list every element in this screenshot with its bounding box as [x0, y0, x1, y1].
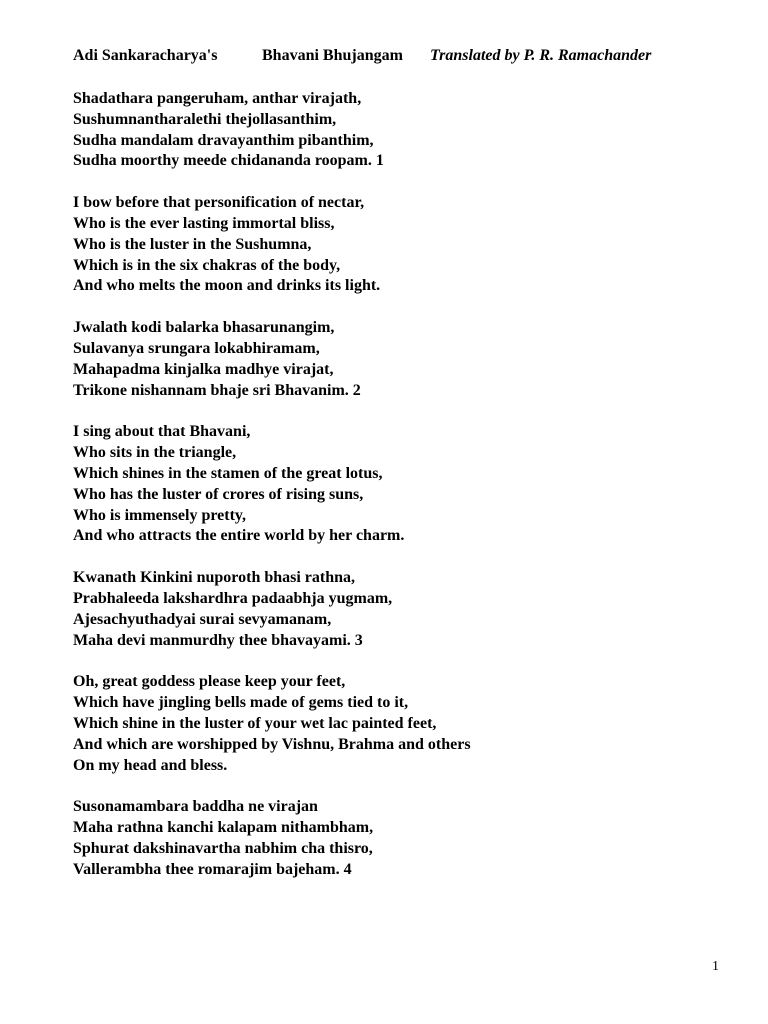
verse-line: And who melts the moon and drinks its light.	[73, 277, 381, 295]
stanza-3-sanskrit	[73, 568, 733, 651]
verse-line: Which shine in the luster of your wet lac painted feet,	[73, 714, 437, 732]
verse-line: Susonamambara baddha ne virajan	[73, 798, 318, 816]
stanza-1-translation	[73, 193, 733, 297]
stanza-2-sanskrit	[73, 318, 733, 401]
verse-line: Ajesachyuthadyai surai sevyamanam,	[73, 610, 332, 628]
verse-line: I sing about that Bhavani,	[73, 423, 251, 441]
stanza-3-translation	[73, 672, 733, 776]
document-header	[73, 47, 748, 69]
verse-line: Mahapadma kinjalka madhye virajat,	[73, 360, 334, 378]
verse-line: Sphurat dakshinavartha nabhim cha thisro,	[73, 839, 373, 857]
header-translator: Translated by P. R. Ramachander	[430, 47, 652, 64]
verse-line: And which are worshipped by Vishnu, Brahma and others	[73, 735, 471, 753]
poem-body	[73, 89, 733, 902]
verse-line: On my head and bless.	[73, 756, 228, 774]
page-number: 1	[712, 959, 719, 974]
verse-line: Vallerambha thee romarajim bajeham. 4	[73, 860, 352, 878]
stanza-4-sanskrit	[73, 797, 733, 880]
header-author: Adi Sankaracharya's	[73, 47, 218, 64]
verse-line: Maha devi manmurdhy thee bhavayami. 3	[73, 631, 363, 649]
verse-line: Which shines in the stamen of the great lotus,	[73, 464, 383, 482]
verse-line: Who is the ever lasting immortal bliss,	[73, 214, 335, 232]
verse-line: Who sits in the triangle,	[73, 444, 237, 462]
stanza-1-sanskrit	[73, 89, 733, 172]
verse-line: And who attracts the entire world by her charm.	[73, 527, 405, 545]
verse-line: I bow before that personification of nectar,	[73, 194, 365, 212]
verse-line: Shadathara pangeruham, anthar virajath,	[73, 90, 362, 107]
verse-line: Maha rathna kanchi kalapam nithambham,	[73, 819, 374, 837]
header-title: Bhavani Bhujangam	[262, 47, 403, 64]
verse-line: Kwanath Kinkini nuporoth bhasi rathna,	[73, 569, 356, 587]
verse-line: Which have jingling bells made of gems tied to it,	[73, 694, 409, 712]
verse-line: Who is immensely pretty,	[73, 506, 247, 524]
verse-line: Sushumnantharalethi thejollasanthim,	[73, 110, 337, 128]
verse-line: Sulavanya srungara lokabhiramam,	[73, 339, 320, 357]
verse-line: Sudha mandalam dravayanthim pibanthim,	[73, 131, 374, 149]
verse-line: Prabhaleeda lakshardhra padaabhja yugmam,	[73, 589, 393, 607]
verse-line: Trikone nishannam bhaje sri Bhavanim. 2	[73, 381, 361, 399]
verse-line: Oh, great goddess please keep your feet,	[73, 673, 346, 691]
verse-line: Who has the luster of crores of rising suns,	[73, 485, 364, 503]
verse-line: Jwalath kodi balarka bhasarunangim,	[73, 319, 335, 337]
verse-line: Who is the luster in the Sushumna,	[73, 235, 312, 253]
verse-line: Which is in the six chakras of the body,	[73, 256, 341, 274]
verse-line: Sudha moorthy meede chidananda roopam. 1	[73, 152, 384, 170]
stanza-2-translation	[73, 422, 733, 547]
